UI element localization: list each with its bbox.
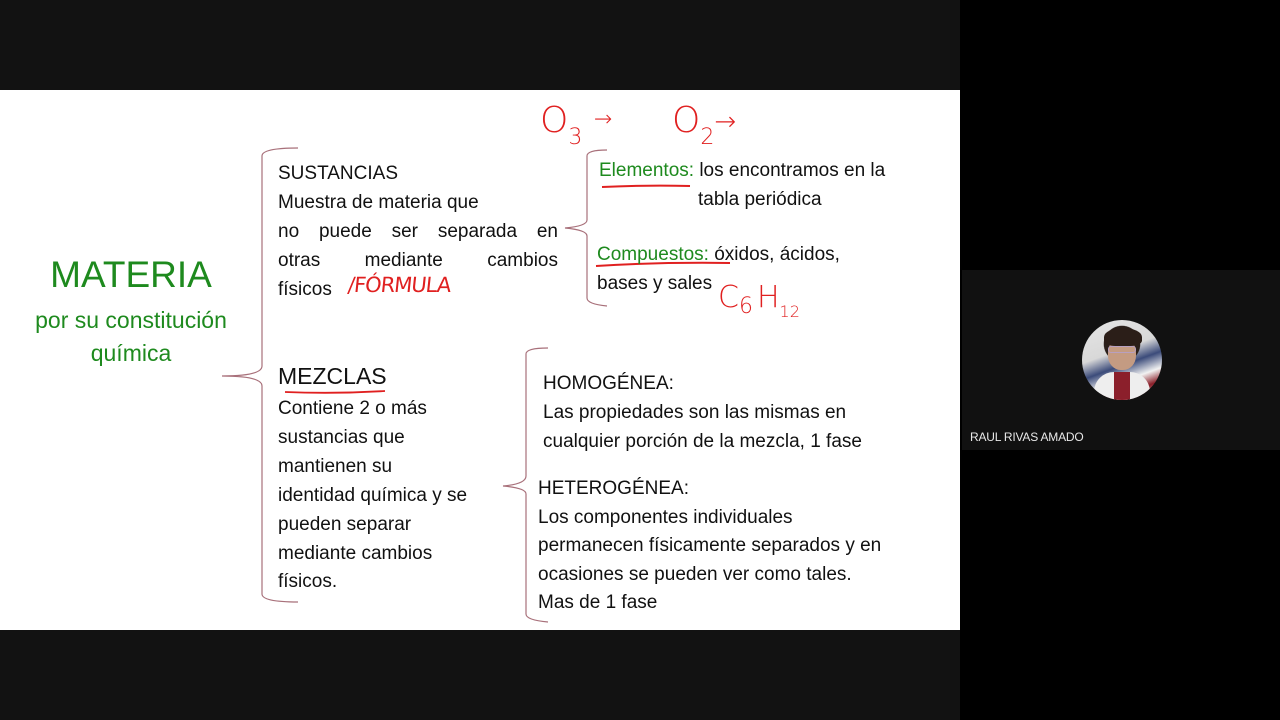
elementos-underline [602, 186, 690, 187]
elementos-row [599, 157, 885, 186]
heterogenea-line-3: ocasiones se pueden ver como tales. [538, 564, 852, 585]
o3-letter: O [540, 100, 569, 141]
mezclas-line-7: físicos. [278, 571, 338, 592]
twelve-subscript: 12 [779, 302, 800, 321]
compuestos-row [597, 241, 840, 270]
o3-subscript: 3 [568, 125, 583, 150]
mezclas-line-1: Contiene 2 o más [278, 398, 427, 419]
elementos-label: Elementos: [599, 160, 695, 181]
elementos-text-1: los encontramos en la [699, 160, 886, 181]
c6h12-annotation [718, 280, 800, 321]
heterogenea-line-2: permanecen físicamente separados y en [538, 535, 882, 556]
o2-annotation [672, 100, 737, 150]
homogenea-line-1: Las propiedades son las mismas en [543, 402, 847, 423]
mezclas-line-6: mediante cambios [278, 543, 433, 564]
heterogenea-line-4: Mas de 1 fase [538, 592, 658, 613]
subtitle-line-1: por su constitución [35, 307, 227, 333]
avatar [1082, 320, 1162, 400]
heterogenea-heading: HETEROGÉNEA: [538, 478, 689, 499]
sustancias-heading: SUSTANCIAS [278, 163, 399, 184]
mezclas-line-4: identidad química y se [278, 485, 468, 506]
sustancias-line-2: no puede ser separada en [278, 221, 558, 242]
mezclas-heading: MEZCLAS [278, 363, 387, 389]
main-title: MATERIA [50, 254, 212, 295]
compuestos-text-1: óxidos, ácidos, [714, 244, 840, 265]
o2-letter: O [672, 100, 701, 141]
sustancias-line-3: otras mediante cambios [278, 250, 558, 271]
o2-subscript: 2 [700, 125, 715, 150]
mezclas-line-5: pueden separar [278, 514, 412, 535]
sustancias-line-4: físicos [278, 279, 332, 300]
sustancias-line-1: Muestra de materia que [278, 192, 479, 213]
o3-annotation [540, 100, 613, 150]
avatar-glasses [1108, 346, 1136, 353]
main-subtitle [0, 304, 262, 370]
elementos-text-2: tabla periódica [698, 189, 822, 210]
arrow-icon: → [593, 107, 613, 132]
mezclas-line-2: sustancias que [278, 427, 405, 448]
arrow-icon: → [714, 107, 737, 137]
subtitle-line-2: química [90, 340, 172, 366]
participants-panel [960, 0, 1280, 720]
mezclas-line-3: mantienen su [278, 456, 393, 477]
compuestos-label: Compuestos: [597, 244, 709, 265]
formula-annotation: /FÓRMULA [346, 273, 452, 297]
compuestos-text-2: bases y sales [597, 273, 713, 294]
participant-name: RAUL RIVAS AMADO [970, 430, 1084, 444]
mezclas-underline [285, 391, 385, 393]
participant-tile[interactable] [962, 270, 1280, 450]
h-letter: H [756, 280, 780, 315]
heterogenea-line-1: Los componentes individuales [538, 507, 793, 528]
avatar-hair [1104, 328, 1142, 346]
avatar-shirt [1114, 372, 1130, 400]
presentation-slide [0, 90, 960, 630]
six-digit: 6 [738, 294, 753, 319]
homogenea-heading: HOMOGÉNEA: [543, 373, 674, 394]
c-letter: C [718, 280, 739, 315]
homogenea-line-2: cualquier porción de la mezcla, 1 fase [543, 431, 862, 452]
